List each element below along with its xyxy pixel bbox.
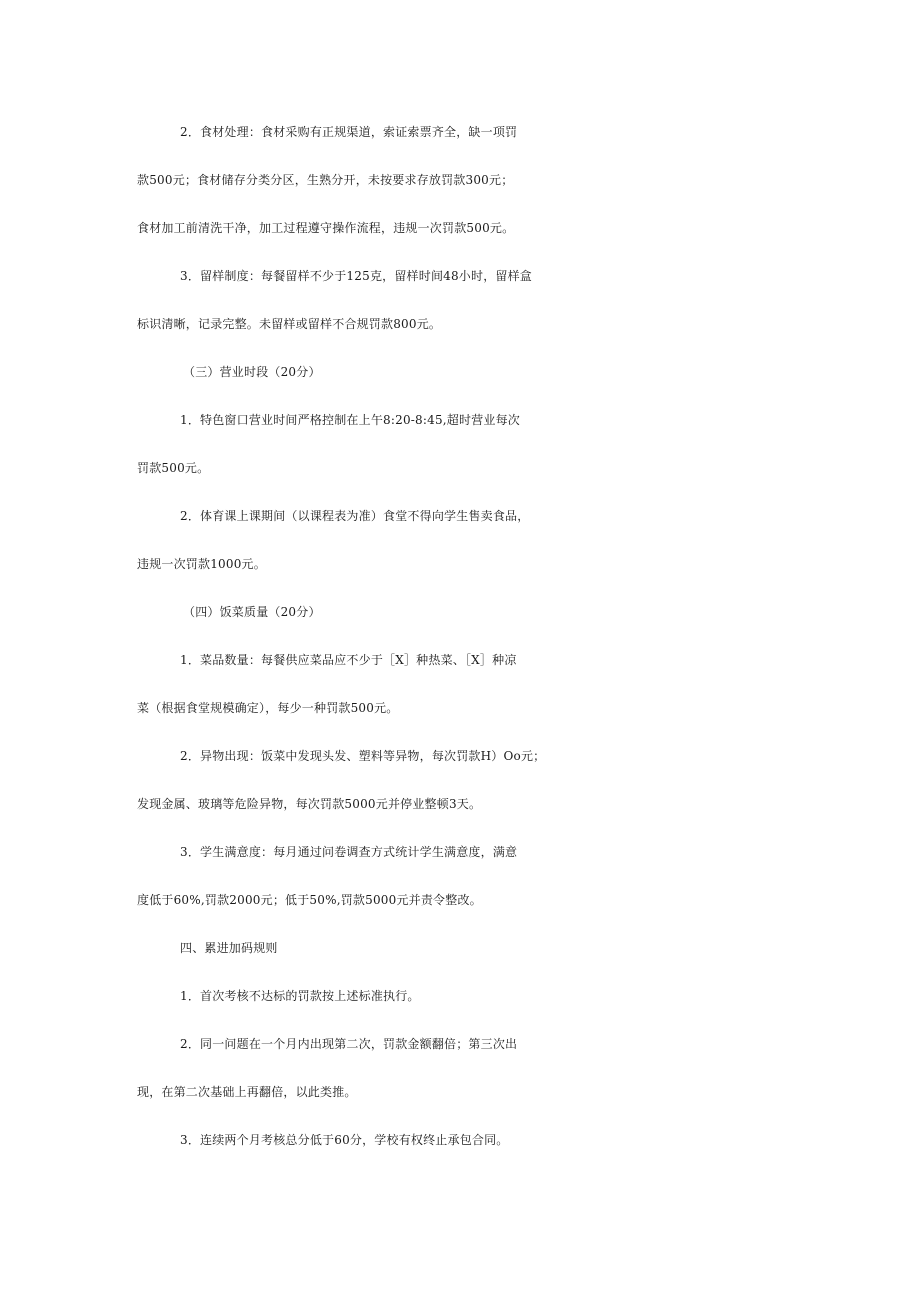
paragraph-line: 2．异物出现：饭菜中发现头发、塑料等异物，每次罚款H）Oo元； <box>180 749 546 763</box>
paragraph-line: 2．同一问题在一个月内出现第二次，罚款金额翻倍；第三次出 <box>180 1037 518 1051</box>
section-heading: （三）营业时段（20分） <box>183 365 321 379</box>
paragraph-line: 菜（根据食堂规模确定），每少一种罚款500元。 <box>137 701 399 715</box>
paragraph-line: 1．首次考核不达标的罚款按上述标准执行。 <box>180 989 420 1003</box>
paragraph-line: 现，在第二次基础上再翻倍，以此类推。 <box>137 1085 357 1099</box>
paragraph-line: 款500元；食材储存分类分区，生熟分开，未按要求存放罚款300元； <box>137 173 514 187</box>
paragraph-line: 罚款500元。 <box>137 461 210 475</box>
section-heading: 四、累进加码规则 <box>180 941 278 955</box>
paragraph-line: 发现金属、玻璃等危险异物，每次罚款5000元并停业整顿3天。 <box>137 797 482 811</box>
paragraph-line: 3．学生满意度：每月通过问卷调查方式统计学生满意度，满意 <box>180 845 518 859</box>
paragraph-line: 标识清晰，记录完整。未留样或留样不合规罚款800元。 <box>137 317 442 331</box>
paragraph-line: 1．菜品数量：每餐供应菜品应不少于［X］种热菜、［X］种凉 <box>180 653 517 667</box>
paragraph-line: 3．连续两个月考核总分低于60分，学校有权终止承包合同。 <box>180 1133 509 1147</box>
section-heading: （四）饭菜质量（20分） <box>183 605 321 619</box>
paragraph-line: 2．食材处理：食材采购有正规渠道，索证索票齐全，缺一项罚 <box>180 125 518 139</box>
paragraph-line: 食材加工前清洗干净，加工过程遵守操作流程，违规一次罚款500元。 <box>137 221 515 235</box>
paragraph-line: 3．留样制度：每餐留样不少于125克，留样时间48小时，留样盒 <box>180 269 533 283</box>
paragraph-line: 1．特色窗口营业时间严格控制在上午8:20-8:45,超时营业每次 <box>180 413 521 427</box>
paragraph-line: 2．体育课上课期间（以课程表为准）食堂不得向学生售卖食品， <box>180 509 530 523</box>
paragraph-line: 度低于60%,罚款2000元；低于50%,罚款5000元并责令整改。 <box>137 893 482 907</box>
paragraph-line: 违规一次罚款1000元。 <box>137 557 266 571</box>
